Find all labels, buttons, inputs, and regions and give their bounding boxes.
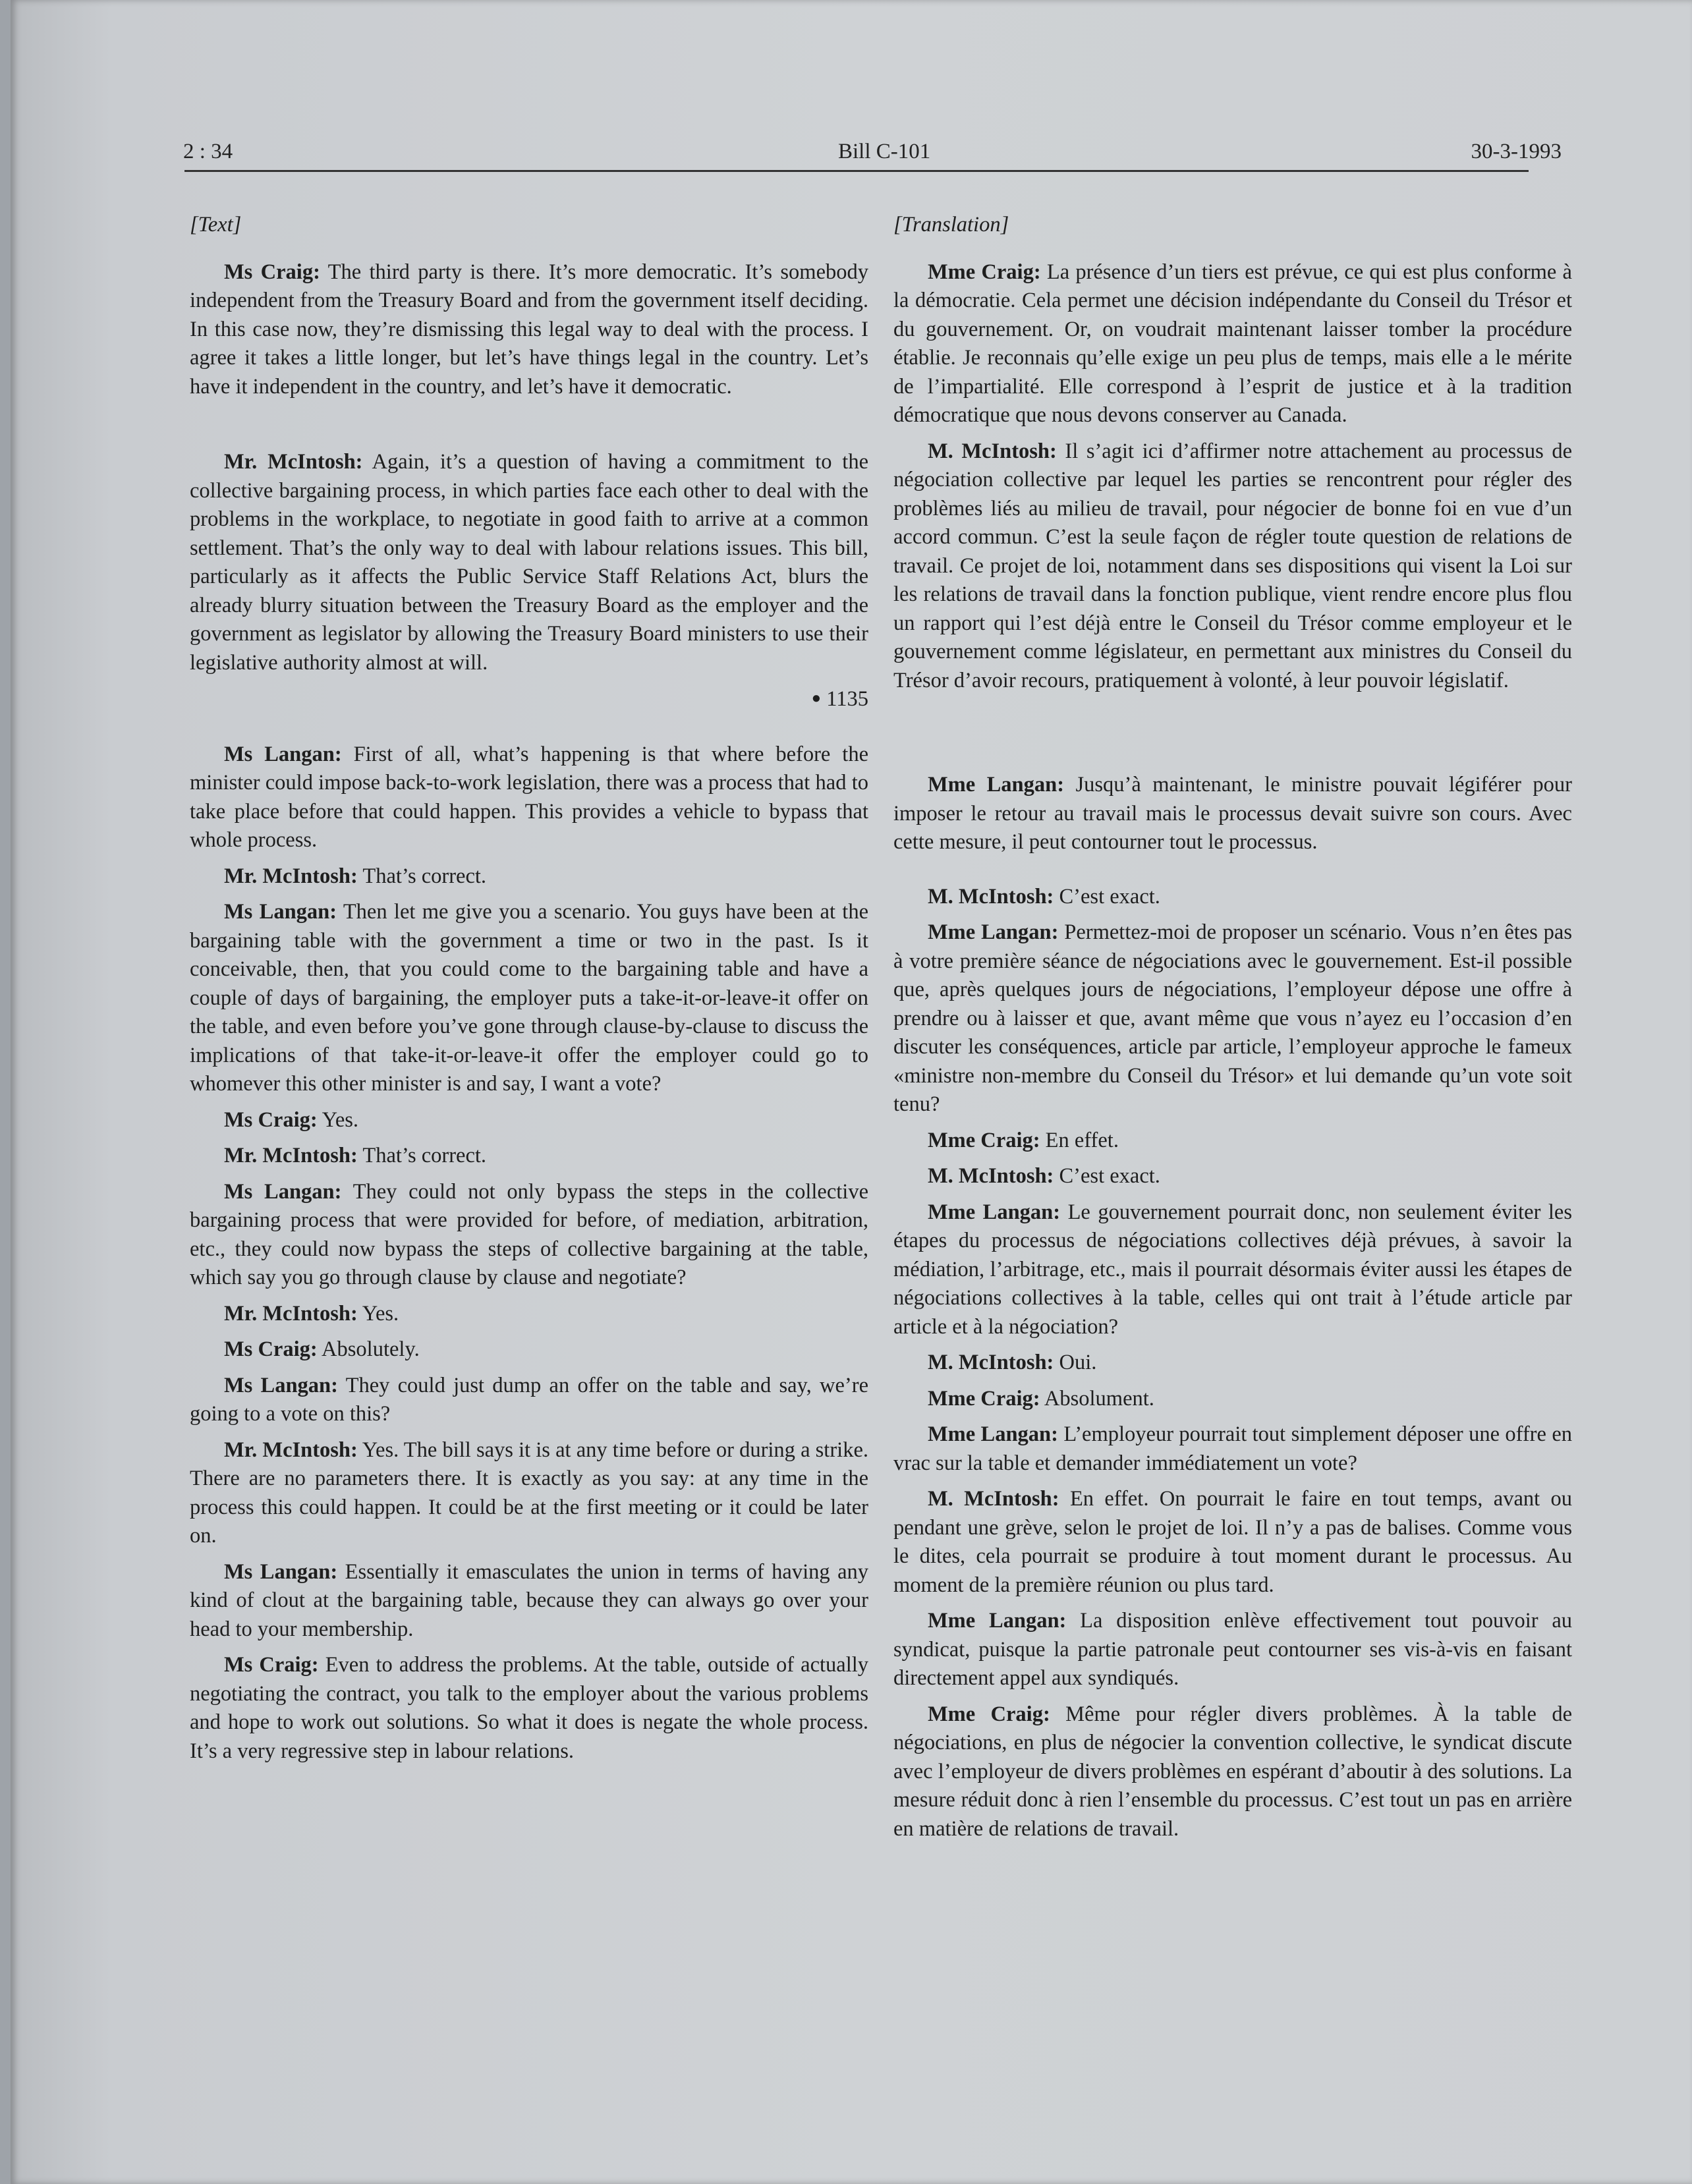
speaker-name: Mr. McIntosh: <box>224 1438 358 1462</box>
sitting-date: 30-3-1993 <box>1471 140 1562 163</box>
paragraph: Ms Craig: Even to address the problems. At the table, outside of actually negotiating the contract, you talk to the employer about the various problems and hope to work out solutions. So what it does is negate the whole process. It’s a very regressive step in labour relations. <box>190 1653 869 1763</box>
paragraph: Mr. McIntosh: Again, it’s a question of having a commitment to the collective bargaining process, in which parties face each other to deal with the problems in the workplace, to negotiate in good faith to arrive at a common settlement. That’s the only way to deal with labour relations issues. This bill, particularly as it affects the Public Service Staff Relations Act, blurs the already blurry situation between the Treasury Board as the employer and the government as legislator by allowing the Treasury Board ministers to use their legislative authority almost at will. <box>190 450 868 675</box>
paragraph: Mme Craig: En effet. <box>928 1128 1119 1152</box>
bullet-icon: ● <box>811 690 822 707</box>
paragraph: M. McIntosh: En effet. On pourrait le faire en tout temps, avant ou pendant une grève, selon le projet de loi. Il n’y a pas de balises. Comme vous le dites, cela pourrait se produire à tout moment durant le processus. Au moment de la première réunion ou plus tard. <box>893 1487 1572 1597</box>
paragraph: M. McIntosh: Oui. <box>928 1351 1097 1374</box>
french-column <box>893 211 1572 1851</box>
paragraph: Mme Langan: Le gouvernement pourrait donc, non seulement éviter les étapes du processus de négociations collectives déjà prévues, à savoir la médiation, l’arbitrage, etc., mais il pourrait désormais éviter aussi les étapes de négociations collectives à la table, celles qui ont trait à l’étude article par article et à la négociation? <box>893 1200 1573 1339</box>
paragraph: M. McIntosh: C’est exact. <box>928 884 1160 909</box>
speaker-name: Mme Langan: <box>928 773 1065 797</box>
speaker-name: Mme Langan: <box>928 1200 1061 1224</box>
paragraph: Mme Langan: La disposition enlève effectivement tout pouvoir au syndicat, puisque la partie patronale peut contourner ses vis-à-vis en faisant directement appel aux syndiqués. <box>893 1609 1573 1690</box>
page-number: 2 : 34 <box>183 140 233 163</box>
speaker-name: Mme Langan: <box>928 920 1059 944</box>
paragraph: Ms Craig: Absolutely. <box>224 1337 420 1361</box>
speaker-name: Mr. McIntosh: <box>224 450 363 474</box>
speaker-name: Mme Craig: <box>928 1702 1050 1726</box>
speaker-name: M. McIntosh: <box>928 884 1054 909</box>
paragraph: Mme Langan: L’employeur pourrait tout simplement déposer une offre en vrac sur la table et demander immédiatement un vote? <box>893 1422 1572 1475</box>
paragraph: Ms Craig: Yes. <box>224 1107 359 1132</box>
paragraph: Mme Langan: Jusqu’à maintenant, le ministre pouvait légiférer pour imposer le retour au travail mais le processus devait suivre son cours. Avec cette mesure, il peut contourner tout le processus. <box>893 773 1573 854</box>
column-heading-text: [Text] <box>190 213 242 237</box>
speaker-name: Ms Langan: <box>224 1373 338 1397</box>
paragraph: Mr. McIntosh: Yes. The bill says it is at any time before or during a strike. There are no parameters there. It is exactly as you say: at any time in the process this could happen. It could be at the first meeting or it could be later on. <box>190 1438 868 1548</box>
speaker-name: Mme Langan: <box>928 1422 1058 1446</box>
page-header <box>11 140 1692 173</box>
paragraph: M. McIntosh: Il s’agit ici d’affirmer notre attachement au processus de négociation collective par lequel les parties se rencontrent pour régler des problèmes liés au milieu de travail, pour négocier de bonne foi en vue d’un accord commun. C’est la seule façon de régler toute question de relations de travail. Ce projet de loi, notamment dans ses dispositions qui visent la Loi sur les relations de travail dans la fonction publique, vient rendre encore plus flou un rapport qui l’est déjà entre le Conseil du Trésor comme employeur et le gouvernement comme législateur, en permettant aux ministres du Conseil du Trésor d’avoir recours, pratiquement à volonté, à leur pouvoir législatif. <box>893 439 1572 692</box>
paragraph: M. McIntosh: C’est exact. <box>928 1164 1160 1188</box>
english-column <box>190 211 868 1773</box>
document-page <box>11 0 1692 2184</box>
paragraph: Ms Langan: Essentially it emasculates the union in terms of having any kind of clout at the bargaining table, because they can always go over your head to your membership. <box>190 1559 868 1641</box>
speaker-name: Ms Craig: <box>224 1337 318 1361</box>
column-heading-translation: [Translation] <box>893 213 1009 237</box>
speaker-name: M. McIntosh: <box>928 1351 1054 1374</box>
paragraph: Mr. McIntosh: That’s correct. <box>224 864 487 888</box>
speaker-name: Ms Langan: <box>224 1559 338 1584</box>
paragraph: Ms Langan: They could just dump an offer on the table and say, we’re going to a vote on this? <box>190 1373 868 1426</box>
speaker-name: M. McIntosh: <box>928 1487 1059 1511</box>
speaker-name: M. McIntosh: <box>928 1164 1054 1188</box>
speaker-name: M. McIntosh: <box>928 439 1057 463</box>
bill-title: Bill C-101 <box>838 140 931 163</box>
paragraph: Ms Craig: The third party is there. It’s more democratic. It’s somebody independent from the Treasury Board and from the government itself deciding. In this case now, they’re dismissing this legal way to deal with the process. I agree it takes a little longer, but let’s have things legal in the country. Let’s have it independent in the country, and let’s have it democratic. <box>190 260 868 399</box>
speaker-name: Ms Craig: <box>224 260 320 284</box>
speaker-name: Mme Langan: <box>928 1609 1067 1633</box>
header-rule <box>184 170 1529 172</box>
paragraph: Ms Langan: First of all, what’s happening is that where before the minister could impose back-to-work legislation, there was a process that had to take place before that could happen. This provides a vehicle to bypass that whole process. <box>190 742 868 852</box>
speaker-name: Ms Langan: <box>224 742 342 766</box>
time-marker: ● 1135 <box>811 687 868 711</box>
speaker-name: Ms Craig: <box>224 1653 319 1677</box>
paragraph: Mme Langan: Permettez-moi de proposer un scénario. Vous n’en êtes pas à votre première séance de négociations avec le gouvernement. Est-il possible que, après quelques jours de négociations, l’employeur dépose une offre à prendre ou à laisser et que, avant même que vous n’ayez eu l’occasion d’en discuter les conséquences, article par article, l’employeur approche le fameux «ministre non-membre du Conseil du Trésor» et lui demande qu’un vote soit tenu? <box>893 920 1573 1116</box>
paragraph: Mr. McIntosh: That’s correct. <box>224 1144 487 1167</box>
paragraph: Ms Langan: They could not only bypass the steps in the collective bargaining process that were provided for before, of mediation, arbitration, etc., they could now bypass the steps of collective bargaining at the table, which say you go through clause by clause and negotiate? <box>190 1179 868 1289</box>
speaker-name: Mme Craig: <box>928 260 1041 284</box>
speaker-name: Mme Craig: <box>928 1386 1040 1411</box>
speaker-name: Mr. McIntosh: <box>224 1144 358 1167</box>
speaker-name: Mr. McIntosh: <box>224 1301 358 1326</box>
paragraph: Mme Craig: Même pour régler divers problèmes. À la table de négociations, en plus de négocier la convention collective, le syndicat discute avec l’employeur de divers problèmes en espérant d’aboutir à des solutions. La mesure réduit donc à rien l’ensemble du processus. C’est tout un pas en arrière en matière de relations de travail. <box>893 1702 1573 1841</box>
speaker-name: Mme Craig: <box>928 1128 1040 1152</box>
speaker-name: Ms Langan: <box>224 1179 342 1204</box>
speaker-name: Ms Langan: <box>224 900 337 924</box>
speaker-name: Mr. McIntosh: <box>224 864 358 888</box>
paragraph: Mr. McIntosh: Yes. <box>224 1301 399 1326</box>
paragraph: Mme Craig: La présence d’un tiers est prévue, ce qui est plus conforme à la démocratie. Cela permet une décision indépendante du Conseil du Trésor et du gouvernement. Or, on voudrait maintenant laisser tomber la procédure établie. Je reconnais qu’elle exige un peu plus de temps, mais elle a le mérite de l’impartialité. Elle correspond à l’esprit de justice et à la tradition démocratique que nous devons conserver au Canada. <box>893 260 1572 427</box>
paragraph: Mme Craig: Absolument. <box>928 1386 1154 1411</box>
paragraph: Ms Langan: Then let me give you a scenario. You guys have been at the bargaining table with the government a time or two in the past. Is it conceivable, then, that you could come to the bargaining table and have a couple of days of bargaining, the employer puts a take-it-or-leave-it offer on the table, and even before you’ve gone through clause-by-clause to discuss the implications of that take-it-or-leave-it offer the employer could go to whomever this other minister is and say, I want a vote? <box>190 900 869 1096</box>
speaker-name: Ms Craig: <box>224 1107 318 1132</box>
